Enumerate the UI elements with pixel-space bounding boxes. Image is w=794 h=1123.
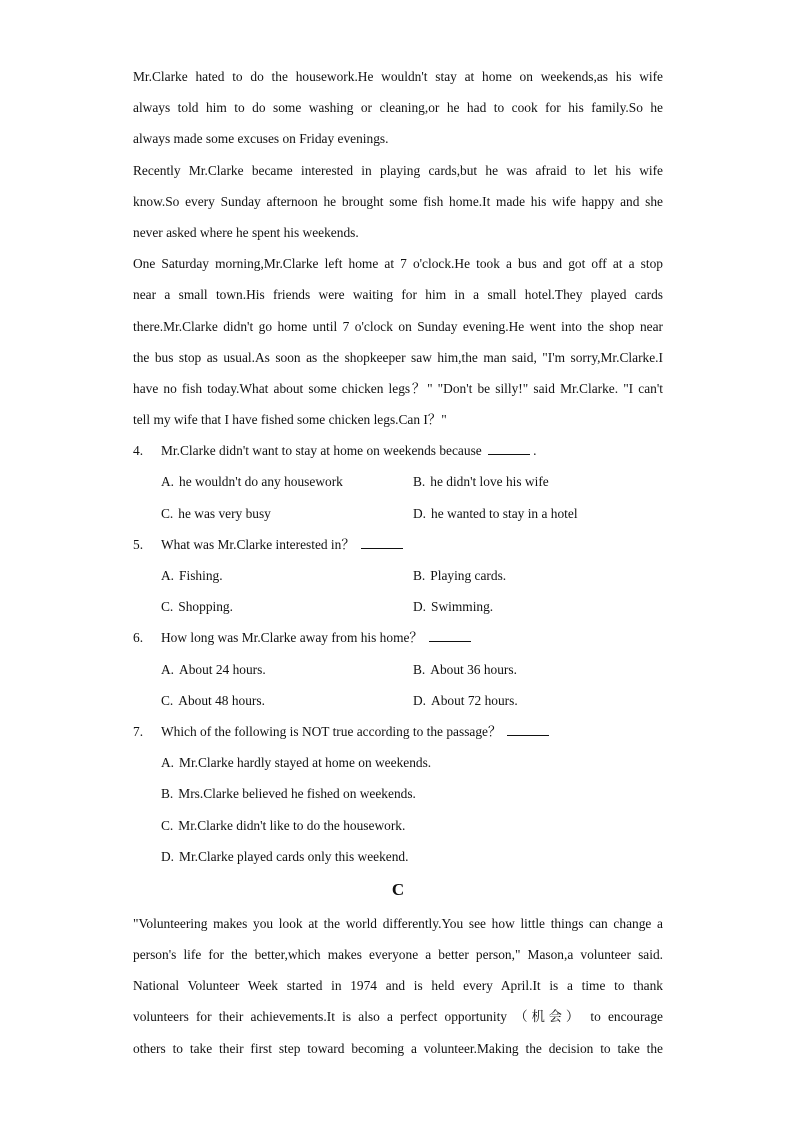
question-5 — [133, 529, 663, 623]
option-text: he wanted to stay in a hotel — [431, 505, 578, 521]
passage-line: there.Mr.Clarke didn't go home until 7 o'clock on Sunday evening.He went into the shop near — [133, 318, 663, 334]
question-text: What was Mr.Clarke interested in？ — [161, 536, 355, 552]
question-stem — [133, 435, 663, 466]
option-d[interactable] — [413, 498, 578, 529]
question-text-wrap — [161, 529, 403, 560]
option-b[interactable] — [161, 778, 416, 809]
option-d[interactable] — [413, 591, 493, 622]
question-text: Which of the following is NOT true according to the passage？ — [161, 723, 502, 739]
option-b[interactable] — [413, 466, 549, 497]
passage-line: volunteers for their achievements.It is also a perfect opportunity （机会） to encourage — [133, 1009, 663, 1025]
passage-line: know.So every Sunday afternoon he brought some fish home.It made his wife happy and she — [133, 193, 663, 209]
option-row — [133, 747, 663, 778]
question-number: 6. — [133, 630, 144, 646]
option-row — [133, 778, 663, 809]
option-text: Playing cards. — [430, 568, 507, 583]
question-text: How long was Mr.Clarke away from his home？ — [161, 630, 423, 646]
option-letter: D. — [413, 599, 427, 615]
option-letter: C. — [161, 692, 174, 708]
passage-line: person's life for the better,which makes everyone a better person," Mason,a volunteer said. — [133, 947, 663, 963]
answer-blank[interactable] — [488, 440, 530, 455]
option-text: Swimming. — [431, 599, 494, 615]
option-c[interactable] — [161, 591, 233, 622]
passage-line: tell my wife that I have fished some chicken legs.Can I？" — [133, 412, 447, 428]
option-c[interactable] — [161, 685, 265, 716]
option-letter: D. — [413, 692, 427, 708]
option-text: he wouldn't do any housework — [179, 474, 343, 490]
option-text: About 72 hours. — [431, 692, 518, 708]
option-c[interactable] — [161, 498, 271, 529]
question-number: 5. — [133, 536, 144, 552]
passage-line: never asked where he spent his weekends. — [133, 224, 359, 240]
answer-blank[interactable] — [429, 627, 471, 642]
question-4 — [133, 435, 663, 529]
option-text: Shopping. — [178, 599, 233, 615]
option-letter: C. — [161, 817, 174, 833]
option-text: About 36 hours. — [430, 661, 517, 677]
passage-line: "Volunteering makes you look at the world differently.You see how little things can change a — [133, 915, 663, 931]
option-text: Fishing. — [179, 568, 223, 583]
option-letter: A. — [161, 661, 175, 677]
option-row — [133, 654, 663, 685]
option-a[interactable] — [161, 654, 266, 685]
option-text: Mr.Clarke played cards only this weekend. — [179, 848, 409, 864]
option-text: Mrs.Clarke believed he fished on weekends. — [178, 786, 416, 802]
option-letter: B. — [161, 786, 174, 802]
option-text: he was very busy — [178, 505, 271, 521]
passage-line: Mr.Clarke hated to do the housework.He wouldn't stay at home on weekends,as his wife — [133, 69, 663, 84]
option-text: Mr.Clarke hardly stayed at home on weekends. — [179, 755, 432, 771]
option-letter: D. — [413, 505, 427, 521]
option-row — [133, 591, 663, 622]
question-text-wrap — [161, 622, 471, 653]
option-letter: A. — [161, 755, 175, 771]
option-letter: B. — [413, 568, 426, 583]
option-text: he didn't love his wife — [430, 474, 549, 490]
option-row — [133, 498, 663, 529]
option-letter: D. — [161, 848, 175, 864]
option-d[interactable] — [413, 685, 518, 716]
option-a[interactable] — [161, 466, 343, 497]
option-row — [133, 466, 663, 497]
option-text: About 48 hours. — [178, 692, 265, 708]
question-suffix: . — [533, 443, 537, 459]
option-b[interactable] — [413, 654, 517, 685]
passage-line: National Volunteer Week started in 1974 and is held every April.It is a time to thank — [133, 978, 663, 994]
question-text-wrap — [161, 716, 549, 747]
passage-line: others to take their first step toward becoming a volunteer.Making the decision to take the — [133, 1040, 663, 1056]
question-text-wrap — [161, 435, 536, 466]
question-stem — [133, 716, 663, 747]
passage-line: have no fish today.What about some chicken legs？" "Don't be silly!" said Mr.Clarke. "I can't — [133, 380, 663, 396]
passage-line: always made some excuses on Friday evenings. — [133, 131, 389, 147]
question-6 — [133, 622, 663, 716]
question-stem — [133, 622, 663, 653]
question-stem — [133, 529, 663, 560]
option-letter: A. — [161, 568, 175, 583]
passage-line: One Saturday morning,Mr.Clarke left home at 7 o'clock.He took a bus and got off at a stop — [133, 256, 663, 272]
question-7 — [133, 716, 663, 872]
option-c[interactable] — [161, 810, 405, 841]
passage-b — [133, 61, 663, 435]
option-a[interactable] — [161, 747, 431, 778]
passage-line: Recently Mr.Clarke became interested in playing cards,but he was afraid to let his wife — [133, 162, 663, 178]
option-a[interactable] — [161, 560, 223, 591]
option-d[interactable] — [161, 841, 408, 872]
answer-blank[interactable] — [507, 721, 549, 736]
option-letter: B. — [413, 661, 426, 677]
passage-line: the bus stop as usual.As soon as the shopkeeper saw him,the man said, "I'm sorry,Mr.Clarke.I — [133, 349, 663, 365]
section-title: C — [391, 879, 405, 899]
option-text: About 24 hours. — [179, 661, 266, 677]
question-number: 7. — [133, 723, 144, 739]
question-text: Mr.Clarke didn't want to stay at home on weekends because — [161, 443, 482, 459]
question-number: 4. — [133, 443, 144, 459]
page-content — [133, 61, 663, 1064]
passage-line: always told him to do some washing or cleaning,or he had to cook for his family.So he — [133, 100, 663, 116]
option-row — [133, 810, 663, 841]
option-letter: A. — [161, 474, 175, 490]
option-row — [133, 841, 663, 872]
option-row — [133, 685, 663, 716]
option-letter: C. — [161, 505, 174, 521]
option-text: Mr.Clarke didn't like to do the housework. — [178, 817, 406, 833]
answer-blank[interactable] — [361, 534, 403, 549]
option-b[interactable] — [413, 560, 506, 591]
option-letter: C. — [161, 599, 174, 615]
option-letter: B. — [413, 474, 426, 490]
passage-c — [133, 908, 663, 1064]
passage-line: near a small town.His friends were waiting for him in a small hotel.They played cards — [133, 287, 663, 303]
option-row — [133, 560, 663, 591]
